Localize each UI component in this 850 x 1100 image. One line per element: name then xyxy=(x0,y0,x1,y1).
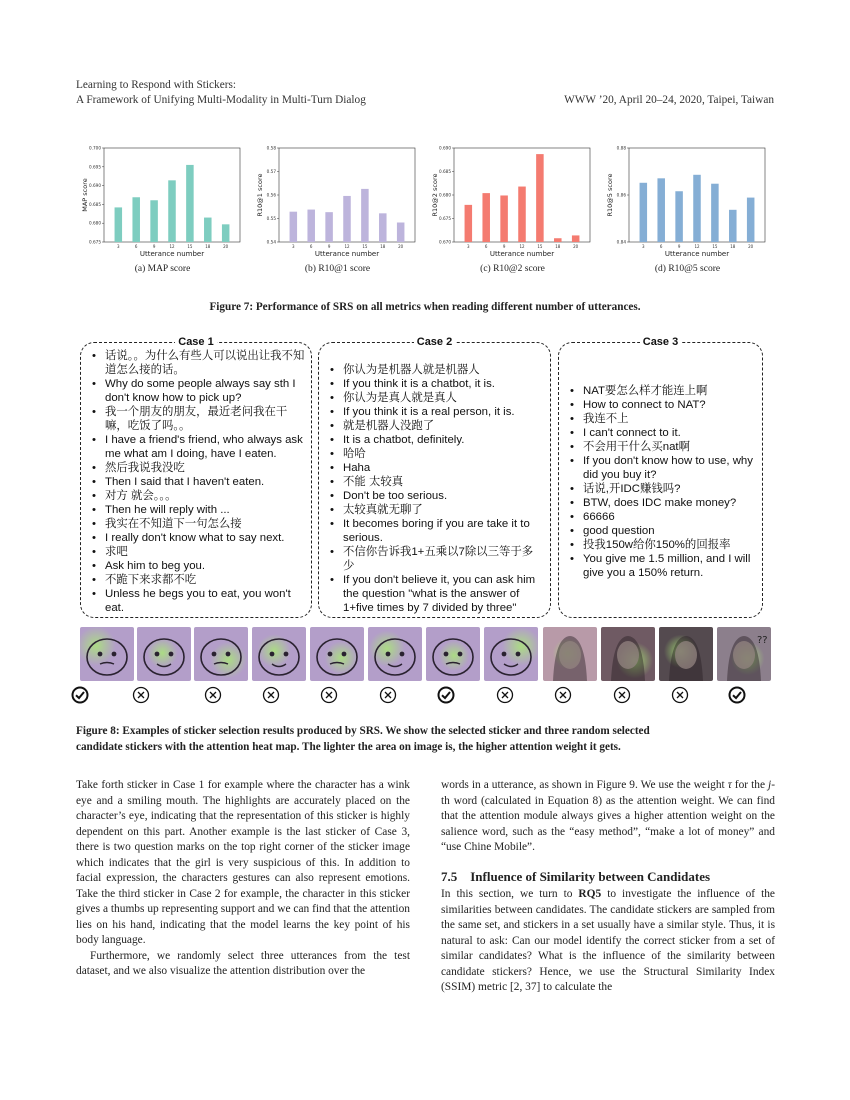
x-tick-label: 15 xyxy=(712,244,718,249)
case-line: • 我连不上 xyxy=(569,412,756,426)
sticker-eye xyxy=(98,652,103,657)
case-3-title: Case 3 xyxy=(640,336,681,348)
y-tick-label: 0.58 xyxy=(266,145,276,151)
bar xyxy=(693,175,701,242)
case-line: • 话说。。为什么有些人可以说出让我不知道怎么接的话。 xyxy=(91,349,305,377)
case-1-box xyxy=(80,336,312,618)
case-line: • Haha xyxy=(329,461,544,475)
x-tick-label: 3 xyxy=(467,244,470,249)
y-tick-label: 0.690 xyxy=(89,183,101,189)
sticker-mouth xyxy=(504,664,518,667)
case-line: • 对方 就会。。。 xyxy=(91,489,305,503)
bar xyxy=(132,197,140,242)
right-paragraph-1 xyxy=(441,778,775,856)
sticker-image xyxy=(717,627,771,681)
sticker-image xyxy=(80,627,134,681)
sticker-eye xyxy=(444,652,449,657)
case-line: • I can't connect to it. xyxy=(569,426,756,440)
sticker-eye xyxy=(226,652,231,657)
x-tick-label: 12 xyxy=(169,244,175,249)
case-line: • Don't be too serious. xyxy=(329,489,544,503)
not-selected-x-icon xyxy=(613,686,631,704)
sticker-face xyxy=(144,639,184,675)
bar xyxy=(729,210,737,242)
bar xyxy=(500,195,508,242)
x-tick-label: 20 xyxy=(748,244,754,249)
case-line: • 话说,开IDC赚钱吗? xyxy=(569,482,756,496)
right-p2-b: to investigate the influence of the similarities between candidates. The candidate stickers are sampled from the same set, and stickers in a set usually have a similar style. Thus, it is natural to ask: Can our model identify the correct sticker from a set of similar candidates? What is the influence of the similarity between candidate stickers? Hence, we use the Structural Similarity Index (SSIM) metric [2, 37] to calculate the xyxy=(441,888,775,993)
bar xyxy=(397,222,405,242)
bar xyxy=(747,198,755,242)
y-tick-label: 0.84 xyxy=(616,239,626,245)
bar xyxy=(482,193,490,242)
case-1-list xyxy=(91,349,305,615)
bar xyxy=(307,210,315,242)
sticker-eye xyxy=(284,652,289,657)
running-title xyxy=(76,78,366,108)
case-line: • 不跪下来求都不吃 xyxy=(91,573,305,587)
sticker-eye xyxy=(328,652,333,657)
right-paragraph-2 xyxy=(441,887,775,996)
y-tick-label: 0.54 xyxy=(266,239,276,245)
chart-r5 xyxy=(605,140,770,280)
y-tick-label: 0.690 xyxy=(439,145,451,151)
sticker-face xyxy=(201,639,241,675)
running-title-line2: A Framework of Unifying Multi-Modality in Multi-Turn Dialog xyxy=(76,94,366,106)
chart-map xyxy=(80,140,245,280)
bar xyxy=(115,207,123,242)
x-tick-label: 9 xyxy=(327,244,331,249)
not-selected-x-icon xyxy=(496,686,514,704)
sticker-image xyxy=(310,627,364,681)
right-p2-a: In this section, we turn to xyxy=(441,888,579,900)
case-line: • Then I said that I haven't eaten. xyxy=(91,475,305,489)
case-line: • I really don't know what to say next. xyxy=(91,531,305,545)
x-tick-label: 9 xyxy=(152,244,156,249)
case-line: • 66666 xyxy=(569,510,756,524)
x-axis-label: Utterance number xyxy=(489,250,555,258)
case-line: • 我实在不知道下一句怎么接 xyxy=(91,517,305,531)
sticker-image xyxy=(252,627,306,681)
not-selected-x-icon xyxy=(204,686,222,704)
j-symbol: j xyxy=(768,779,772,791)
sticker-eye xyxy=(458,652,463,657)
bar xyxy=(554,238,562,242)
case-line: • 投我150w给你150%的回报率 xyxy=(569,538,756,552)
bar xyxy=(150,200,158,242)
sticker-face xyxy=(87,639,127,675)
chart-r2 xyxy=(430,140,595,280)
bar xyxy=(325,212,333,242)
sticker-image xyxy=(543,627,597,681)
chart-svg-0 xyxy=(80,140,245,264)
case-line: • If you don't believe it, you can ask him the question "what is the answer of 1+five times by 7 divided by three" xyxy=(329,573,544,615)
not-selected-x-icon xyxy=(671,686,689,704)
sticker-mouth xyxy=(157,664,171,667)
x-tick-label: 18 xyxy=(730,244,736,249)
y-tick-label: 0.685 xyxy=(439,169,451,174)
not-selected-x-icon xyxy=(320,686,338,704)
x-tick-label: 20 xyxy=(398,244,404,249)
case-line: • 哈哈 xyxy=(329,447,544,461)
x-tick-label: 3 xyxy=(292,244,295,249)
sticker-image xyxy=(194,627,248,681)
bar xyxy=(657,178,665,242)
bar xyxy=(361,189,369,242)
sticker-image xyxy=(368,627,422,681)
selection-marks xyxy=(80,686,770,706)
x-tick-label: 12 xyxy=(519,244,525,249)
y-axis-label: R10@1 score xyxy=(256,173,264,217)
rq5: RQ5 xyxy=(578,888,602,900)
case-line: • 不能 太较真 xyxy=(329,475,544,489)
chart-caption-0: (a) MAP score xyxy=(134,264,191,274)
bar xyxy=(343,196,351,242)
sticker-eye xyxy=(516,652,521,657)
x-tick-label: 6 xyxy=(659,244,663,249)
case-line: • If you don't know how to use, why did you buy it? xyxy=(569,454,756,482)
case-2-box xyxy=(318,336,551,618)
sticker-eye xyxy=(169,652,174,657)
venue: WWW ’20, April 20–24, 2020, Taipei, Taiwan xyxy=(564,94,774,106)
x-tick-label: 18 xyxy=(205,244,211,249)
x-tick-label: 9 xyxy=(677,244,681,249)
x-axis-label: Utterance number xyxy=(664,250,730,258)
section-number: 7.5 xyxy=(441,868,458,884)
sticker-eye xyxy=(400,652,405,657)
sticker-image xyxy=(484,627,538,681)
x-tick-label: 15 xyxy=(362,244,368,249)
sticker-image xyxy=(137,627,191,681)
sticker-eye xyxy=(212,652,217,657)
sticker-mouth xyxy=(330,663,344,665)
running-title-line1: Learning to Respond with Stickers: xyxy=(76,79,237,91)
not-selected-x-icon xyxy=(379,686,397,704)
chart-caption-3: (d) R10@5 score xyxy=(654,264,721,274)
y-tick-label: 0.700 xyxy=(89,145,101,151)
x-tick-label: 3 xyxy=(642,244,645,249)
chart-r1 xyxy=(255,140,420,280)
y-tick-label: 0.86 xyxy=(616,192,626,198)
case-line: • If you think it is a real person, it is. xyxy=(329,405,544,419)
case-3-list xyxy=(569,384,756,580)
sticker-mouth xyxy=(272,664,286,667)
bar xyxy=(379,213,387,242)
case-line: • 你认为是机器人就是机器人 xyxy=(329,363,544,377)
case-line: • 你认为是真人就是真人 xyxy=(329,391,544,405)
bar xyxy=(518,187,526,242)
sticker-eye xyxy=(155,652,160,657)
sticker-image xyxy=(426,627,480,681)
y-axis-label: MAP score xyxy=(81,178,89,212)
sticker-face xyxy=(491,639,531,675)
sticker-eye xyxy=(270,652,275,657)
left-paragraph-2: Furthermore, we randomly select three utterances from the test dataset, and we also visualize the attention distribution over the xyxy=(76,949,410,977)
case-line: • 不信你告诉我1+五乘以7除以三等于多少 xyxy=(329,545,544,573)
figure8-caption-line2: candidate stickers with the attention heat map. The lighter the area on image is, the higher attention weight it gets. xyxy=(76,741,621,753)
case-line: • NAT要怎么样才能连上啊 xyxy=(569,384,756,398)
photo-hair xyxy=(669,636,703,681)
x-tick-label: 9 xyxy=(502,244,506,249)
bar xyxy=(675,191,683,242)
case-line: • Then he will reply with ... xyxy=(91,503,305,517)
y-tick-label: 0.55 xyxy=(266,216,276,221)
x-tick-label: 12 xyxy=(694,244,700,249)
y-tick-label: 0.56 xyxy=(266,192,276,198)
bar xyxy=(204,218,212,242)
sticker-strip xyxy=(80,627,770,683)
case-line: • 我一个朋友的朋友，最近老问我在干嘛，吃饭了吗。。 xyxy=(91,405,305,433)
sticker-eye xyxy=(386,652,391,657)
x-tick-label: 18 xyxy=(555,244,561,249)
bar xyxy=(711,184,719,242)
not-selected-x-icon xyxy=(132,686,150,704)
selected-check-icon xyxy=(71,686,89,704)
figure8-caption xyxy=(76,723,774,755)
case-1-title: Case 1 xyxy=(175,336,216,348)
chart-caption-2: (c) R10@2 score xyxy=(480,264,545,274)
section-heading xyxy=(441,869,775,885)
right-p1-a: words in a utterance, as shown in Figure 9. We use the weight xyxy=(441,779,728,791)
bar xyxy=(572,235,580,242)
right-p1-b: for the xyxy=(731,779,769,791)
sticker-eye xyxy=(112,652,117,657)
figure8-caption-line1: Figure 8: Examples of sticker selection results produced by SRS. We show the selected sticker and three random selected xyxy=(76,725,650,737)
x-tick-label: 15 xyxy=(187,244,193,249)
sticker-mouth xyxy=(446,663,460,665)
y-axis-label: R10@5 score xyxy=(606,173,614,217)
x-tick-label: 12 xyxy=(344,244,350,249)
case-line: • BTW, does IDC make money? xyxy=(569,496,756,510)
case-line: • How to connect to NAT? xyxy=(569,398,756,412)
bar xyxy=(222,224,230,242)
case-line: • It is a chatbot, definitely. xyxy=(329,433,544,447)
case-3-box xyxy=(558,336,763,618)
sticker-face xyxy=(259,639,299,675)
case-2-list xyxy=(329,363,544,615)
x-tick-label: 6 xyxy=(484,244,488,249)
chart-caption-1: (b) R10@1 score xyxy=(304,264,371,274)
photo-hair xyxy=(611,636,645,681)
x-axis-label: Utterance number xyxy=(314,250,380,258)
left-column xyxy=(76,778,410,980)
tau-symbol: τ xyxy=(727,779,732,791)
y-axis-label: R10@2 score xyxy=(431,173,439,217)
selected-check-icon xyxy=(728,686,746,704)
sticker-mouth xyxy=(100,663,114,665)
case-line: • It becomes boring if you are take it to serious. xyxy=(329,517,544,545)
case-line: • I have a friend's friend, who always ask me what am I doing, have I eaten. xyxy=(91,433,305,461)
bar xyxy=(536,154,544,242)
case-line: • 然后我说我没吃 xyxy=(91,461,305,475)
not-selected-x-icon xyxy=(262,686,280,704)
y-tick-label: 0.670 xyxy=(439,239,451,245)
sticker-image xyxy=(659,627,713,681)
case-2-title: Case 2 xyxy=(414,336,455,348)
sticker-eye xyxy=(342,652,347,657)
photo-hair xyxy=(727,636,761,681)
case-line: • 不会用干什么买nat啊 xyxy=(569,440,756,454)
bar xyxy=(290,212,298,242)
chart-svg-2 xyxy=(430,140,595,264)
case-line: • You give me 1.5 million, and I will give you a 150% return. xyxy=(569,552,756,580)
sticker-face xyxy=(433,639,473,675)
y-tick-label: 0.685 xyxy=(89,201,101,207)
x-tick-label: 3 xyxy=(117,244,120,249)
case-line: • 太较真就无聊了 xyxy=(329,503,544,517)
selected-check-icon xyxy=(437,686,455,704)
chart-svg-1 xyxy=(255,140,420,264)
x-tick-label: 18 xyxy=(380,244,386,249)
right-column xyxy=(441,778,775,996)
y-tick-label: 0.675 xyxy=(89,239,101,245)
case-line: • 求吧 xyxy=(91,545,305,559)
case-line: • Ask him to beg you. xyxy=(91,559,305,573)
y-tick-label: 0.675 xyxy=(439,216,451,221)
y-tick-label: 0.680 xyxy=(89,220,101,226)
case-line: • Why do some people always say sth I don't know how to pick up? xyxy=(91,377,305,405)
x-tick-label: 15 xyxy=(537,244,543,249)
sticker-eye xyxy=(502,652,507,657)
case-line: • 就是机器人没跑了 xyxy=(329,419,544,433)
photo-hair xyxy=(553,636,587,681)
bar xyxy=(465,205,473,242)
sticker-face xyxy=(317,639,357,675)
x-axis-label: Utterance number xyxy=(139,250,205,258)
x-tick-label: 20 xyxy=(573,244,579,249)
figure7-caption: Figure 7: Performance of SRS on all metrics when reading different number of utterances. xyxy=(209,301,641,313)
bar xyxy=(640,183,648,242)
sticker-image xyxy=(601,627,655,681)
y-tick-label: 0.695 xyxy=(89,164,101,170)
y-tick-label: 0.680 xyxy=(439,192,451,198)
x-tick-label: 6 xyxy=(309,244,313,249)
y-tick-label: 0.57 xyxy=(266,169,276,174)
y-tick-label: 0.88 xyxy=(616,145,626,151)
chart-svg-3 xyxy=(605,140,770,264)
question-marks: ?? xyxy=(757,635,768,646)
section-title: Influence of Similarity between Candidates xyxy=(470,868,711,884)
sticker-mouth xyxy=(214,663,228,665)
not-selected-x-icon xyxy=(554,686,572,704)
sticker-mouth xyxy=(388,664,402,667)
case-line: • Unless he begs you to eat, you won't eat. xyxy=(91,587,305,615)
sticker-face xyxy=(375,639,415,675)
bar xyxy=(168,180,176,242)
case-line: • good question xyxy=(569,524,756,538)
bar xyxy=(186,165,194,242)
x-tick-label: 6 xyxy=(134,244,138,249)
x-tick-label: 20 xyxy=(223,244,229,249)
case-line: • If you think it is a chatbot, it is. xyxy=(329,377,544,391)
left-paragraph-1: Take forth sticker in Case 1 for example where the character has a wink eye and a smiling mouth. The highlights are accurately placed on the character’s eye, indicating that the representation of this sticker is highly dependent on this part. Another example is the last sticker of Case 3, there is two question marks on the top right corner of the sticker image which indicates that the girl is very suspicious of this. In addition to facial expression, the characters gestures can also represent emotions. Take the third sticker in Case 2 for example, the character in this sticker gives a thumbs up representing support and we can find that the attention lies on his hand, indicating that the model learns the key point of his body language. xyxy=(76,779,410,946)
right-p1-c: -th word (calculated in Equation 8) as the attention weight. We can find that the attention module always gives a higher attention weight on the salience word, such as the “easy method”, “make a lot of money” and “use Chine Mobile”. xyxy=(441,779,775,853)
